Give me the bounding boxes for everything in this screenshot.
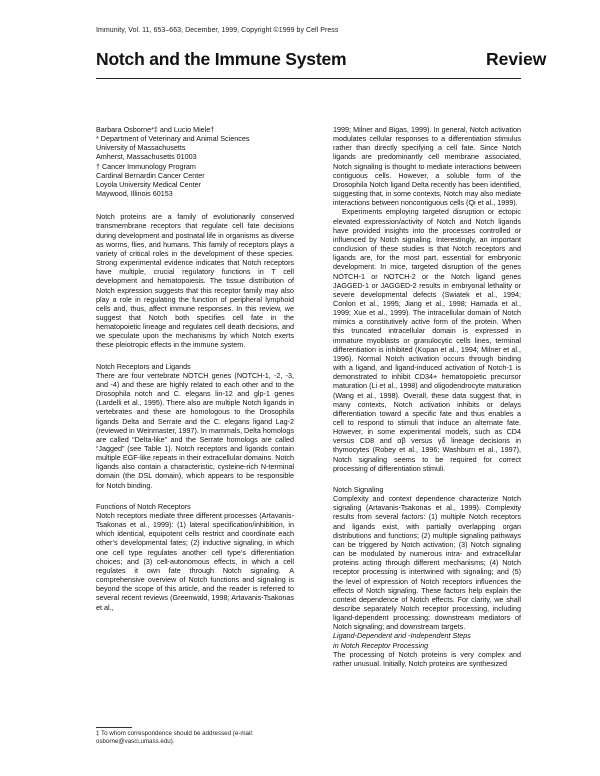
subsection-heading-line-2: in Notch Receptor Processing <box>333 640 429 650</box>
affiliation-line: Amherst, Massachusetts 01003 <box>96 152 197 162</box>
affiliation-line: Cardinal Bernardin Cancer Center <box>96 170 205 180</box>
article-title: Notch and the Immune System <box>96 49 347 69</box>
affiliation-line: University of Massachusetts <box>96 143 186 153</box>
journal-citation-line: Immunity, Vol. 11, 653–663, December, 1999, Copyright ©1999 by Cell Press <box>96 27 339 34</box>
section-heading-functions: Functions of Notch Receptors <box>96 501 191 511</box>
affiliation-line: * Department of Veterinary and Animal Sciences <box>96 134 250 144</box>
correspondence-footnote: ‡ To whom correspondence should be addressed (e-mail: osborne@vasci.umass.edu). <box>96 730 254 745</box>
receptors-paragraph: There are four vertebrate NOTCH genes (NOTCH-1, -2, -3, and -4) and these are highly related to each other and to the Drosophila notch and C. elegans lin-12 and glp-1 genes (Lardelli et al., 1995). There also are multiple Notch ligands in vertebrates and these are homologous to the Drosophila ligands Delta and Serrate and the C. elegans ligand Lag-2 (reviewed in Weinmaster, 1997). In mammals, Delta homologs are called “Delta-like” and the Serrate homologs are called “Jagged” (see Table 1). Notch receptors and ligands contain multiple EGF-like repeats in their extracellular domains. Notch ligands also contain a characteristic, cysteine-rich N-terminal domain (the DSL domain), which appears to be responsible for Notch binding. <box>96 370 295 490</box>
author-names: Barbara Osborne*‡ and Lucio Miele† <box>96 125 215 134</box>
section-heading-signaling: Notch Signaling <box>333 484 384 494</box>
author-block <box>96 125 294 198</box>
affiliation-line: Loyola University Medical Center <box>96 179 202 189</box>
affiliation-line: Maywood, Illinois 60153 <box>96 189 173 199</box>
right-paragraph-2: Experiments employing targeted disruption or ectopic elevated expression/activity of Notch and Notch ligands have provided insights into the processes controlled or influenced by Notch signaling. Interestingly, an important conclusion of these studies is that Notch receptors and ligands are, for the most part, essential for embryonic development. In mice, targeted disruption of the genes NOTCH-1 or NOTCH-2 or the Notch ligand genes JAGGED-1 or JAGGED-2 results in embryonal lethality or severe developmental defects (Swiatek et al., 1994; Conlon et al., 1995; Jiang et al., 1998; Hamada et al., 1999; Xue et al., 1999). The intracellular domain of Notch mimics a constitutively active form of the protein. When this truncated intracellular domain is expressed in immature myoblasts or granulocytic cells lines, terminal differentiation is inhibited (Kopan et al., 1994; Milner et al., 1996). Normal Notch activation occurs through binding with a ligand, and ligand-induced activation of Notch-1 is demonstrated to inhibit CD34+ hematopoietic precursor maturation (Li et al., 1998) and oligodendrocyte maturation (Wang et al., 1998). Overall, these data suggest that, in many contexts, Notch activation inhibits or delays differentiation toward a specific fate and thus enables a cell to respond to stimuli that induce an alternate fate. However, in some experimental models, such as CD4 versus CD8 and αβ versus γδ lineage decisions in thymocytes (Robey et al., 1996; Washburn et al., 1997), Notch signaling seems to be required for correct processing of differentiation stimuli. <box>333 207 521 473</box>
affiliation-line: † Cancer Immunology Program <box>96 161 196 171</box>
functions-paragraph: Notch receptors mediate three different processes (Artavanis-Tsakonas et al., 1999): (1) lateral specification/inhibition, in which identical, equipotent cells restrict and coordinate each other’s developmental fates; (2) inductive signaling, in which one cell type regulates another cell type’s differentiation choices; and (3) cell-autonomous effects, in which a cell regulates it own fate through Notch signaling. A comprehensive overview of Notch functions and signaling is beyond the scope of this article, and the reader is referred to several recent reviews (Greenwald, 1998; Artavanis-Tsakonas et al., <box>96 510 294 612</box>
abstract: Notch proteins are a family of evolutionarily conserved transmembrane receptors that regulate cell fate decisions during development and postnatal life in organisms as diverse as worms, flies, and humans. This family of receptors plays a variety of critical roles in the development of these species. Strong experimental evidence indicates that Notch receptors have multiple, crucial regulatory functions in T cell development and hematopoiesis. The tissue distribution of Notch expression suggests that this receptor family may also play a role in regulating the function of peripheral lymphoid cells and, thus, affect immune responses. In this review, we suggest that Notch both specifies cell fate in the hematopoietic lineage and regulates cell death decisions, and we speculate upon the mechanisms by which Notch exerts these pleiotropic effects in the immune system. <box>96 212 294 350</box>
signaling-paragraph: Complexity and context dependence characterize Notch signaling (Artavanis-Tsakonas et al., 1999). Complexity results from several factors: (1) multiple Notch receptors and ligands exist, with partially overlapping organ distributions and functions; (2) multiple signaling pathways can be triggered by Notch activation; (3) Notch signaling can be modulated by numerous intra- and extracellular proteins acting through different mechanisms; (4) Notch receptor processing is intertwined with signaling; and (5) the level of expression of Notch receptors influences the effects of Notch signaling. These factors help explain the context dependence of Notch effects. For clarity, we shall describe separately Notch receptor processing, including ligand-dependent processing; downstream mediators of Notch signaling; and downstream targets. <box>333 494 521 632</box>
subsection-heading-line-1: Ligand-Dependent and -Independent Steps <box>333 631 471 641</box>
right-column <box>333 125 521 668</box>
right-paragraph-1: 1999; Milner and Bigas, 1999). In general, Notch activation modulates cellular responses to a differentiation stimulus rather than directly specifying a cell fate. Since Notch ligands are predominantly cell membrane associated, Notch signaling is thought to mediate interactions between contiguous cells. However, a soluble form of the Drosophila Notch ligand Delta recently has been identified, suggesting that, in some contexts, Notch may also mediate interactions between noncontiguous cells (Qi et al., 1999). <box>333 125 521 208</box>
section-heading-receptors: Notch Receptors and Ligands <box>96 361 191 371</box>
section-label: Review <box>486 49 547 69</box>
left-column <box>96 125 294 612</box>
header-rule <box>96 78 521 79</box>
footnote-rule <box>96 727 132 728</box>
processing-paragraph: The processing of Notch proteins is very complex and rather unusual. Initially, Notch proteins are synthesized <box>333 649 521 668</box>
